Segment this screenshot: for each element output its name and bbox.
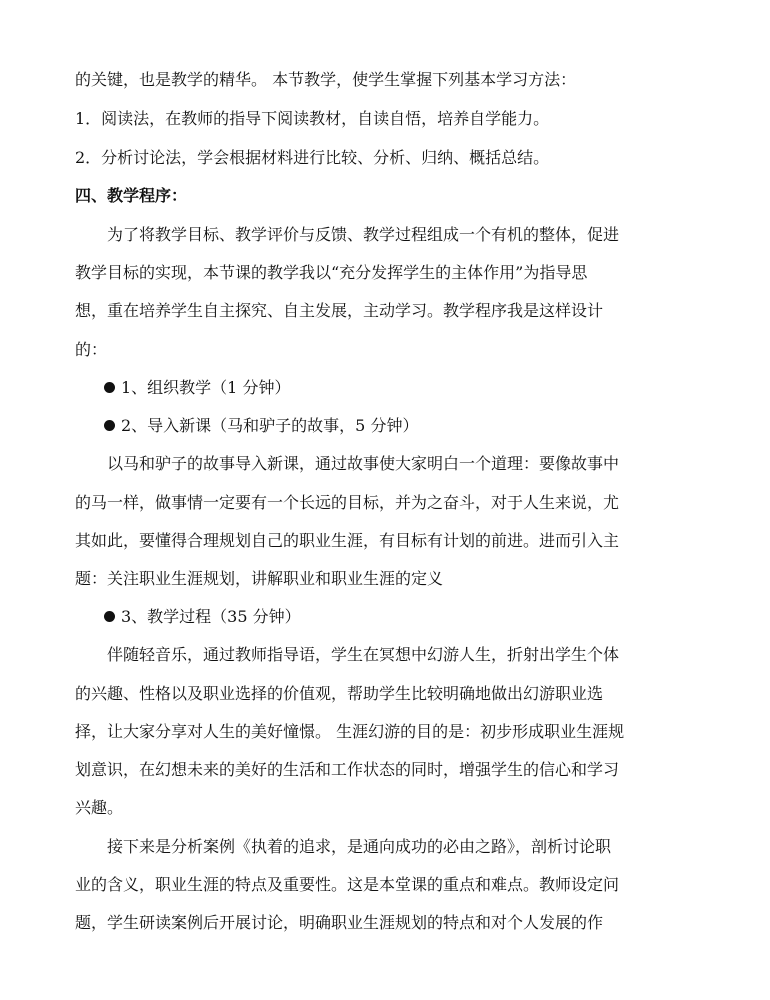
bullet-item [104,378,695,398]
bullet-label: 3、教学过程（35 分钟） [121,607,301,626]
text-line: 的关键，也是教学的精华。 本节教学，使学生掌握下列基本学习方法： [75,70,577,89]
bullet-icon [104,420,115,431]
bullet-item [104,416,695,436]
bullet-icon [104,382,115,393]
paragraph-line: 为了将教学目标、教学评价与反馈、教学过程组成一个有机的整体，促进 [107,225,620,244]
paragraph-line: 的兴趣、性格以及职业选择的价值观，帮助学生比较明确地做出幻游职业选 [75,684,604,703]
paragraph-line: 以马和驴子的故事导入新课，通过故事使大家明白一个道理：要像故事中 [107,454,620,473]
paragraph-line: 择，让大家分享对人生的美好憧憬。 生涯幻游的目的是：初步形成职业生涯规 [75,722,625,741]
paragraph-line: 其如此，要懂得合理规划自己的职业生涯，有目标有计划的前进。进而引入主 [75,531,620,550]
bullet-icon [104,611,115,622]
bullet-item [104,607,695,627]
method-item-discussion: 2．分析讨论法，学会根据材料进行比较、分析、归纳、概括总结。 [75,148,550,167]
paragraph-line: 接下来是分析案例《执着的追求，是通向成功的必由之路》，剖析讨论职 [107,837,612,856]
paragraph-line: 题，学生研读案例后开展讨论，明确职业生涯规划的特点和对个人发展的作 [75,913,604,932]
paragraph-line: 伴随轻音乐，通过教师指导语，学生在冥想中幻游人生，折射出学生个体 [107,645,620,664]
bullet-label: 2、导入新课（马和驴子的故事，5 分钟） [121,416,419,435]
paragraph-line: 想，重在培养学生自主探究、自主发展，主动学习。教学程序我是这样设计 [75,301,604,320]
paragraph-line: 教学目标的实现，本节课的教学我以“充分发挥学生的主体作用”为指导思 [75,263,588,282]
paragraph-line: 兴趣。 [75,798,124,817]
bullet-label: 1、组织教学（1 分钟） [121,378,291,397]
paragraph-line: 的马一样，做事情一定要有一个长远的目标，并为之奋斗，对于人生来说，尤 [75,493,620,512]
paragraph-line: 题：关注职业生涯规划，讲解职业和职业生涯的定义 [75,569,444,588]
method-item-reading: 1．阅读法，在教师的指导下阅读教材，自读自悟，培养自学能力。 [75,109,550,128]
paragraph-line: 划意识，在幻想未来的美好的生活和工作状态的同时，增强学生的信心和学习 [75,760,620,779]
paragraph-line: 业的含义，职业生涯的特点及重要性。这是本堂课的重点和难点。教师设定问 [75,875,620,894]
section-heading: 四、教学程序： [75,186,188,205]
paragraph-line: 的： [75,340,108,359]
